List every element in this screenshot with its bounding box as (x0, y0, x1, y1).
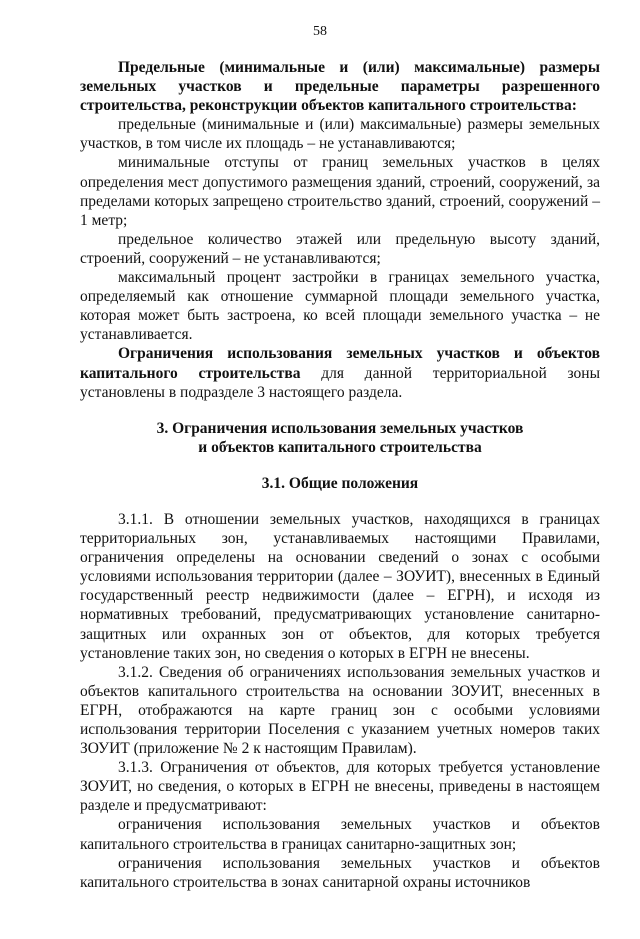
section-heading-line-2: и объектов капитального строительства (198, 438, 482, 456)
restrictions-note-text: для данной территориальной зоны установлены в подразделе 3 настоящего раздела. (80, 364, 600, 401)
paragraph-coverage: максимальный процент застройки в границах земельного участка, определяемый как отношение суммарной площади земельного участка, которая может быть застроена, ко всей площади земельного участка – не устанавливается. (80, 269, 600, 344)
paragraph-water-protection: ограничения использования земельных участков и объектов капитального строительства в зонах санитарной охраны источников (80, 854, 600, 891)
paragraph-floors: предельное количество этажей или предельную высоту зданий, строений, сооружений – не устанавливаются; (80, 230, 600, 267)
page-number: 58 (313, 24, 327, 39)
paragraph-restrictions-note (80, 344, 600, 401)
subsection-heading: 3.1. Общие положения (261, 474, 419, 492)
paragraph-3-1-3: 3.1.3. Ограничения от объектов, для которых требуется установление ЗОУИТ, но сведения, о которых в ЕГРН не внесены, приведены в настоящем разделе и предусматривают: (80, 759, 600, 815)
spacer (80, 457, 600, 474)
paragraph-sanitary-zones: ограничения использования земельных участков и объектов капитального строительства в границах санитарно-защитных зон; (80, 816, 600, 853)
paragraph-limits-heading: Предельные (минимальные и (или) максимальные) размеры земельных участков и предельные параметры разрешенного строительства, реконструкции объектов капитального строительства: (80, 59, 600, 115)
spacer (80, 402, 600, 419)
paragraph-3-1-1: 3.1.1. В отношении земельных участков, находящихся в границах территориальных зон, устанавливаемых настоящими Правилами, ограничения определены на основании сведений о зонах с особыми условиями использования территории (далее – ЗОУИТ), внесенных в Единый государственный реестр недвижимости (далее – ЕГРН), и исходя из нормативных требований, предусматривающих установление санитарно-защитных или охранных зон от объектов, для которых требуется установление таких зон, но сведения о которых в ЕГРН не внесены. (80, 510, 600, 662)
spacer (80, 493, 600, 510)
restrictions-note-bold: Ограничения использования земельных участков и объектов капитального строительства (80, 345, 600, 382)
paragraph-3-1-2: 3.1.2. Сведения об ограничениях использования земельных участков и объектов капитального строительства на основании ЗОУИТ, внесенных в ЕГРН, отображаются на карте границ зон с особыми условиями использования территории Поселения с указанием учетных номеров таких ЗОУИТ (приложение № 2 к настоящим Правилам). (80, 663, 600, 758)
document-body (80, 58, 600, 892)
paragraph-setbacks: минимальные отступы от границ земельных участков в целях определения мест допустимого размещения зданий, строений, сооружений, за пределами которых запрещено строительство зданий, строений, сооружений – 1 метр; (80, 154, 600, 229)
paragraph-plot-sizes: предельные (минимальные и (или) максимальные) размеры земельных участков, в том числе их площадь – не устанавливаются; (80, 116, 600, 153)
section-heading-line-1: 3. Ограничения использования земельных участков (156, 419, 524, 437)
